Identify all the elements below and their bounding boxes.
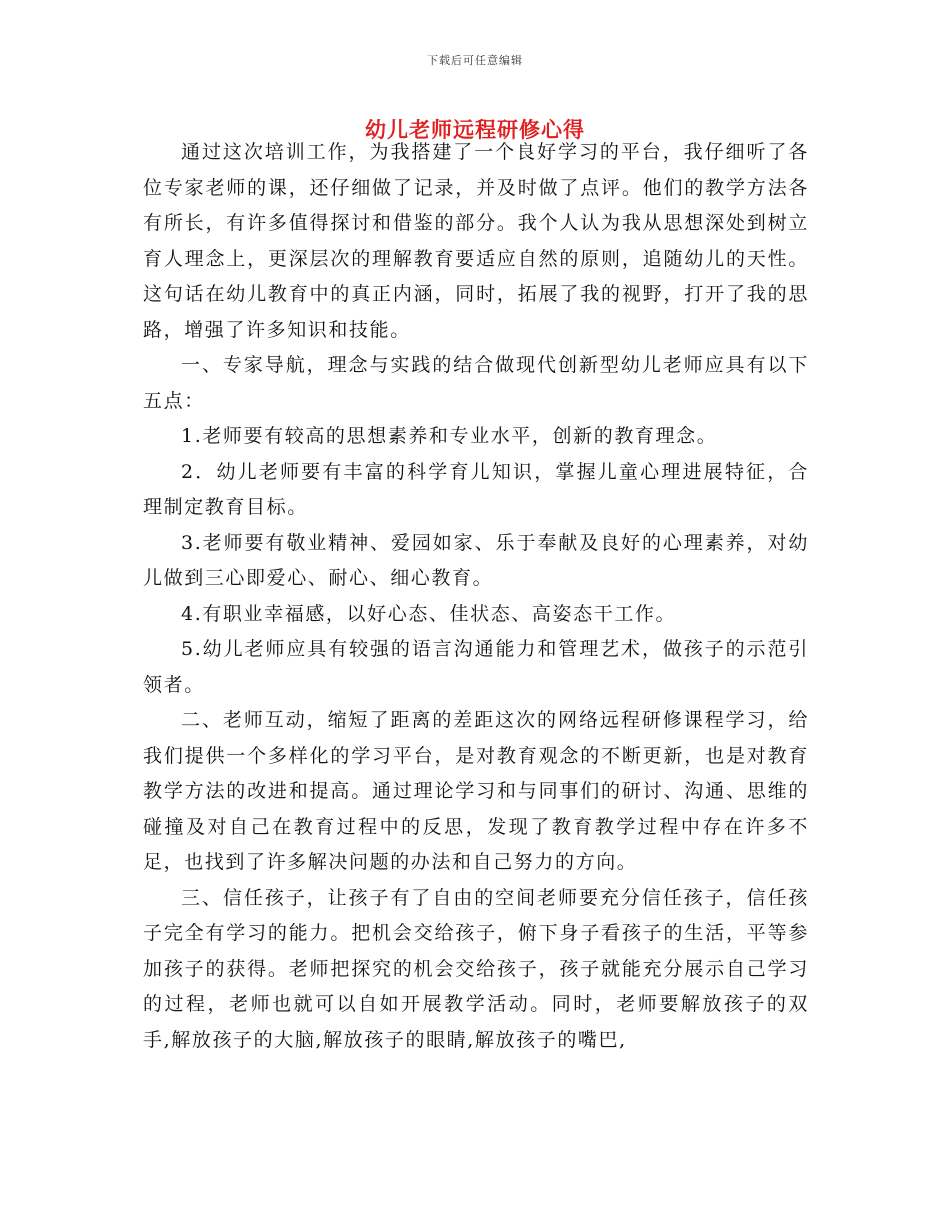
list-item-1: 1.老师要有较高的思想素养和专业水平，创新的教育理念。 [181,425,718,447]
document-title: 幼儿老师远程研修心得 [365,117,585,142]
list-item-2: 2．幼儿老师要有丰富的科学育儿知识，掌握儿童心理进展特征，合理制定教育目标。 [143,460,809,518]
list-item-4: 4.有职业幸福感，以好心态、佳状态、高姿态干工作。 [181,602,677,625]
document-body [143,135,809,1058]
intro-paragraph: 通过这次培训工作，为我搭建了一个良好学习的平台，我仔细听了各位专家老师的课，还仔细做了记录，并及时做了点评。他们的教学方法各有所长，有许多值得探讨和借鉴的部分。我个人认为我从思想深处到树立育人理念上，更深层次的理解教育要适应自然的原则，追随幼儿的天性。这句话在幼儿教育中的真正内涵，同时，拓展了我的视野，打开了我的思路，增强了许多知识和技能。 [143,141,809,341]
list-item-3: 3.老师要有敬业精神、爱园如家、乐于奉献及良好的心理素养，对幼儿做到三心即爱心、耐心、细心教育。 [143,531,809,589]
list-item-5: 5.幼儿老师应具有较强的语言沟通能力和管理艺术，做孩子的示范引领者。 [143,638,809,696]
header-note: 下载后可任意编辑 [427,54,523,67]
section-two-paragraph: 二、老师互动，缩短了距离的差距这次的网络远程研修课程学习，给我们提供一个多样化的学习平台，是对教育观念的不断更新，也是对教育教学方法的改进和提高。通过理论学习和与同事们的研讨、沟通、思维的碰撞及对自己在教育过程中的反思，发现了教育教学过程中存在许多不足，也找到了许多解决问题的办法和自己努力的方向。 [143,709,809,873]
section-one-heading: 一、专家导航，理念与实践的结合做现代创新型幼儿老师应具有以下五点： [143,354,809,412]
section-three-paragraph: 三、信任孩子，让孩子有了自由的空间老师要充分信任孩子，信任孩子完全有学习的能力。把机会交给孩子，俯下身子看孩子的生活，平等参加孩子的获得。老师把探究的机会交给孩子，孩子就能充分展示自己学习的过程，老师也就可以自如开展教学活动。同时，老师要解放孩子的双手,解放孩子的大脑,解放孩子的眼睛,解放孩子的嘴巴, [143,886,809,1051]
